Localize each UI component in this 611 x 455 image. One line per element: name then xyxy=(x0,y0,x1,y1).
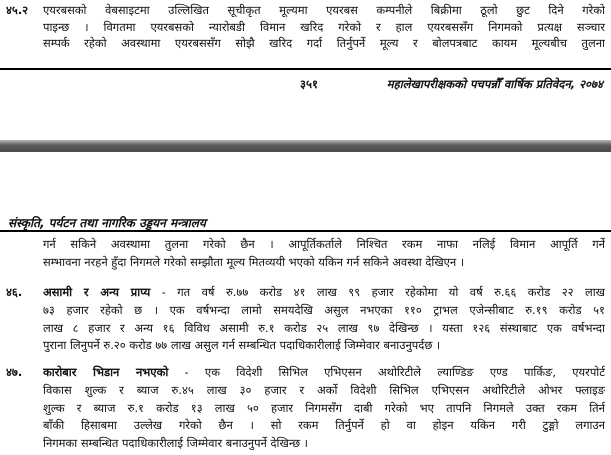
text-line: शुल्क र ब्याज रु.१ करोड १३ लाख ५० हजार निगमसँग दाबी गरेको भए तापनि निगमले उक्त रकम तिर्न xyxy=(43,400,605,415)
paragraph-body xyxy=(43,2,605,52)
continuation-paragraph xyxy=(0,236,611,276)
text-run: - गत वर्ष रु.७७ करोड ४१ लाख ९९ हजार रहेकोमा यो वर्ष रु.६६ करोड २२ लाख xyxy=(150,285,605,299)
paragraph-45-2 xyxy=(0,0,611,60)
paragraph-body xyxy=(43,364,605,453)
paragraph-body xyxy=(43,284,605,355)
page-number: ३५१ xyxy=(300,77,318,91)
paragraph-body xyxy=(43,236,605,272)
text-line: गर्न सकिने अवस्थामा तुलना गरेको छैन । आपूर्तिकर्ताले निश्चित रकम नाफा नलिई विमान आपूर्ति गर्ने xyxy=(43,237,605,251)
text-line: एयरबसको वेबसाइटमा उल्लिखित सूचीकृत मूल्यमा एयरबस कम्पनीले बिक्रीमा ठूलो छुट दिने गरेको xyxy=(43,3,605,17)
text-line xyxy=(43,284,605,302)
text-line xyxy=(43,364,605,382)
paragraph-heading: कारोबार भिडान नभएको xyxy=(43,365,169,379)
header-divider xyxy=(0,230,611,232)
text-line: सम्पर्क रहेको अवस्थामा एयरबससँग सोझै खरिद गर्दा तिर्नुपर्ने मूल्य र बोलपत्रबाट कायम मूल्यबीच तुलना xyxy=(43,36,605,51)
footer-divider xyxy=(0,68,611,70)
text-line: लाख ८ हजार र अन्य १६ विविध असामी रु.१ करोड २५ लाख ९७ देखिन्छ । यस्ता १२६ संस्थाबाट एक वर्षभन्दा xyxy=(43,320,605,335)
text-run: - एक विदेशी सिभिल एभिएसन अथोरिटीले ल्याण्डिङ एण्ड पार्किङ, एयरपोर्ट xyxy=(168,365,605,379)
paragraph-number: ४५.२ xyxy=(6,3,29,17)
text-line: विकास शुल्क र ब्याज रु.४५ लाख ३० हजार र अर्को विदेशी सिभिल एभिएसन अथोरिटीले ओभर फ्लाइङ xyxy=(43,382,605,397)
text-line: बाँकी हिसाबमा उल्लेख गरेको छैन । सो रकम तिर्नुपर्ने हो वा होइन यकिन गरी टुङ्गो लगाउन xyxy=(43,418,605,433)
report-title: महालेखापरीक्षकको पचपन्नौँ वार्षिक प्रतिवेदन, २०७४ xyxy=(386,77,603,91)
text-line: पुराना लिनुपर्ने रु.२० करोड ७७ लाख असुल गर्न सम्बन्धित पदाधिकारीलाई जिम्मेवार बनाउनुपर्दछ । xyxy=(43,338,441,353)
page-break xyxy=(0,140,611,152)
ministry-header: संस्कृति, पर्यटन तथा नागरिक उड्डयन मन्त्रालय xyxy=(8,216,206,230)
paragraph-number: ४७. xyxy=(6,365,23,379)
paragraph-number: ४६. xyxy=(6,285,23,299)
text-line: ७३ हजार रहेको छ । एक वर्षभन्दा लामो समयदेखि असुल नभएका ११० ट्राभल एजेन्सीबाट रु.१९ करोड ५१ xyxy=(43,302,605,317)
text-line: सम्भावना नरहने हुँदा निगमले गरेको सम्झौता मूल्य मितव्ययी भएको यकिन गर्न सकिने अवस्था देखिएन । xyxy=(43,254,465,269)
text-line: निगमका सम्बन्धित पदाधिकारीलाई जिम्मेवार बनाउनुपर्ने देखिन्छ । xyxy=(43,436,308,451)
page-footer xyxy=(0,74,611,96)
text-line: पाइन्छ । विगतमा एयरबसको न्यारोबडी विमान खरिद गरेको र हाल एयरबससँग निगमको प्रत्यक्ष सञ्चार xyxy=(43,19,605,34)
paragraph-46 xyxy=(0,284,611,360)
paragraph-47 xyxy=(0,364,611,454)
paragraph-heading: असामी र अन्य प्राप्य xyxy=(43,285,151,299)
